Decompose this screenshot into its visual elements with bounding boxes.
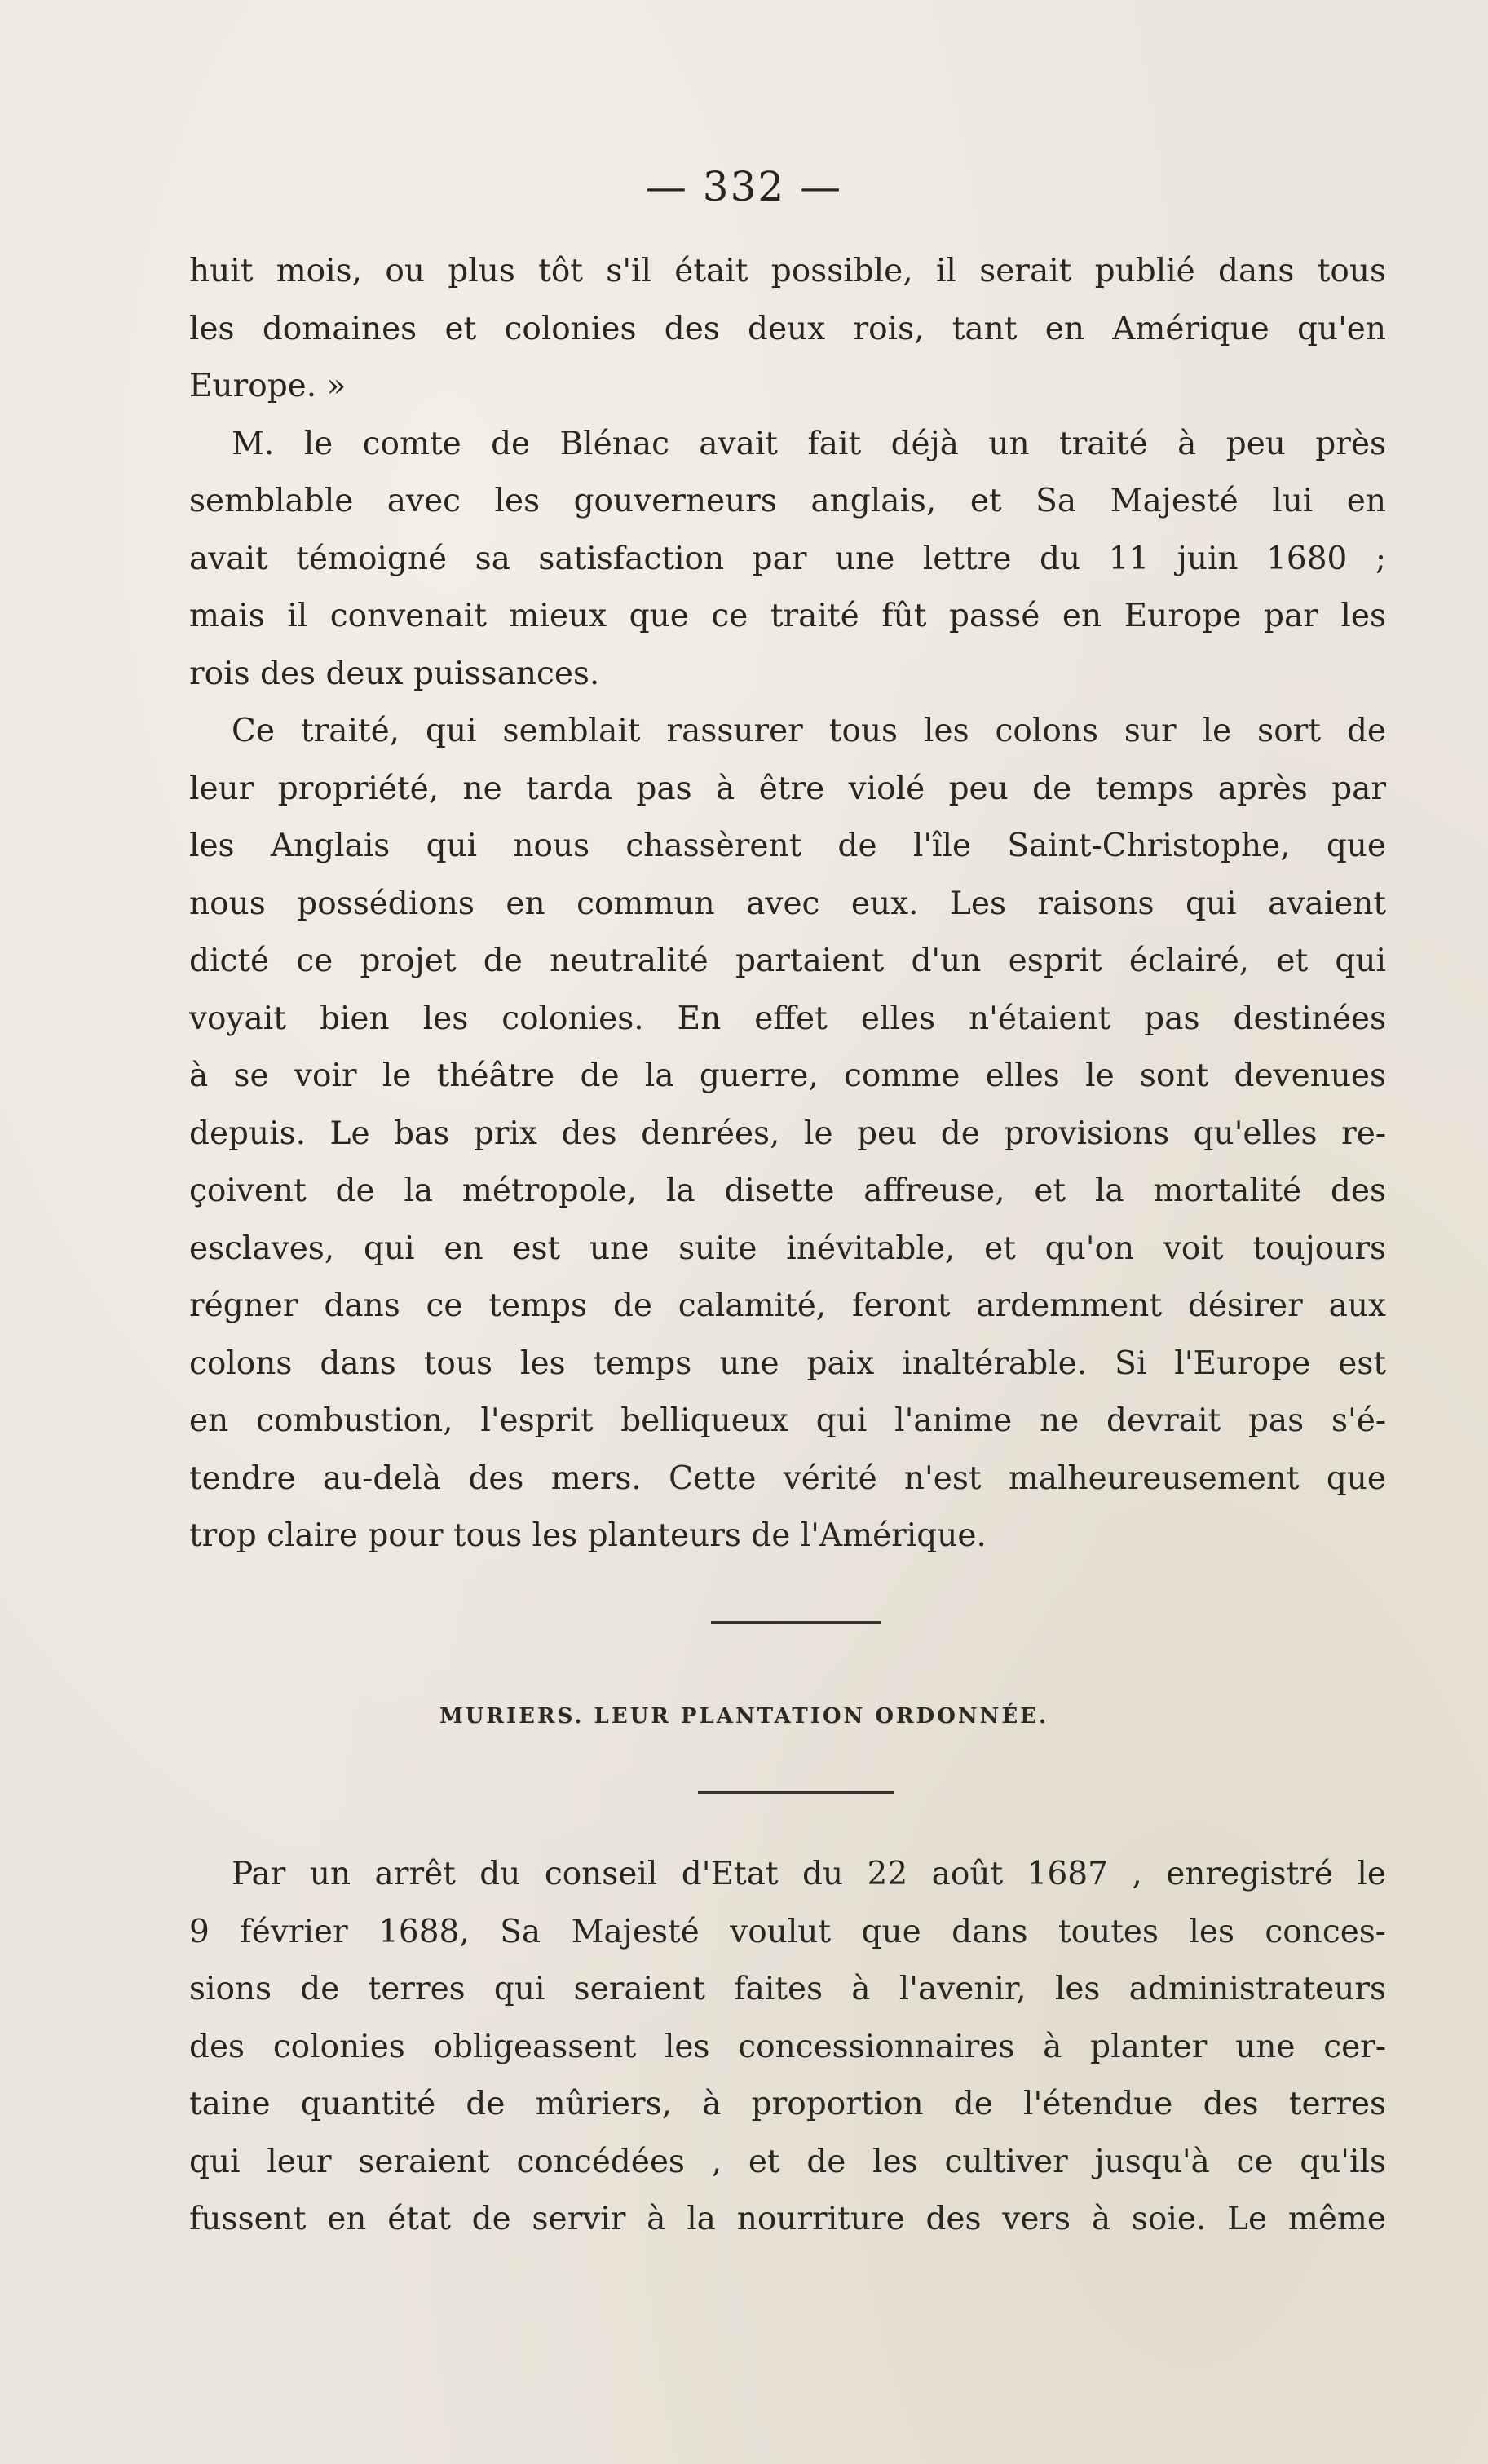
body-text-bottom: [189, 1846, 1386, 2249]
text-line: sions de terres qui seraient faites à l'avenir, les administrateurs: [189, 1971, 1386, 2007]
text-line: avait témoigné sa satisfaction par une lettre du 11 juin 1680 ;: [189, 540, 1386, 577]
text-line: tendre au-delà des mers. Cette vérité n'est malheureusement que: [189, 1459, 1386, 1497]
text-line: colons dans tous les temps une paix inaltérable. Si l'Europe est: [189, 1345, 1386, 1382]
text-line: régner dans ce temps de calamité, feront ardemment désirer aux: [189, 1287, 1386, 1324]
text-line: les Anglais qui nous chassèrent de l'île Saint-Christophe, que: [189, 828, 1386, 864]
text-line: fussent en état de servir à la nourriture des vers à soie. Le même: [189, 2201, 1386, 2237]
text-line: en combustion, l'esprit belliqueux qui l'anime ne devrait pas s'é-: [189, 1402, 1386, 1439]
text-line: taine quantité de mûriers, à proportion de l'étendue des terres: [189, 2086, 1386, 2122]
section-heading: MURIERS. LEUR PLANTATION ORDONNÉE.: [439, 1704, 1049, 1729]
text-line: M. le comte de Blénac avait fait déjà un traité à peu près: [232, 425, 1386, 462]
text-line: les domaines et colonies des deux rois, tant en Amérique qu'en: [189, 310, 1386, 347]
text-line: nous possédions en commun avec eux. Les raisons qui avaient: [189, 885, 1386, 922]
text-line: voyait bien les colonies. En effet elles n'étaient pas destinées: [189, 1000, 1386, 1037]
text-line: esclaves, qui en est une suite inévitable, et qu'on voit toujours: [189, 1230, 1386, 1267]
text-line: leur propriété, ne tarda pas à être violé peu de temps après par: [189, 770, 1386, 807]
section-divider-bottom: [698, 1791, 894, 1794]
text-line: Ce traité, qui semblait rassurer tous les colons sur le sort de: [232, 713, 1386, 749]
text-line: huit mois, ou plus tôt s'il était possible, il serait publié dans tous: [189, 253, 1386, 289]
text-line: dicté ce projet de neutralité partaient d'un esprit éclairé, et qui: [189, 943, 1386, 979]
text-line: depuis. Le bas prix des denrées, le peu de provisions qu'elles re-: [189, 1115, 1386, 1152]
text-line: trop claire pour tous les planteurs de l'Amérique.: [189, 1517, 987, 1554]
text-line: semblable avec les gouverneurs anglais, et Sa Majesté lui en: [189, 483, 1386, 519]
text-line: mais il convenait mieux que ce traité fût passé en Europe par les: [189, 598, 1386, 634]
text-line: 9 février 1688, Sa Majesté voulut que dans toutes les conces-: [189, 1913, 1386, 1950]
section-divider-top: [711, 1621, 881, 1624]
text-line: Par un arrêt du conseil d'Etat du 22 août 1687 , enregistré le: [232, 1856, 1386, 1892]
body-text-top: [189, 243, 1386, 1565]
text-line: à se voir le théâtre de la guerre, comme elles le sont devenues: [189, 1058, 1386, 1094]
text-line: Europe. »: [189, 368, 347, 404]
text-line: rois des deux puissances.: [189, 655, 600, 692]
text-line: des colonies obligeassent les concessionnaires à planter une cer-: [189, 2028, 1386, 2065]
text-line: qui leur seraient concédées , et de les cultiver jusqu'à ce qu'ils: [189, 2143, 1386, 2180]
text-line: çoivent de la métropole, la disette affreuse, et la mortalité des: [189, 1172, 1386, 1209]
page-number: — 332 —: [645, 163, 843, 210]
